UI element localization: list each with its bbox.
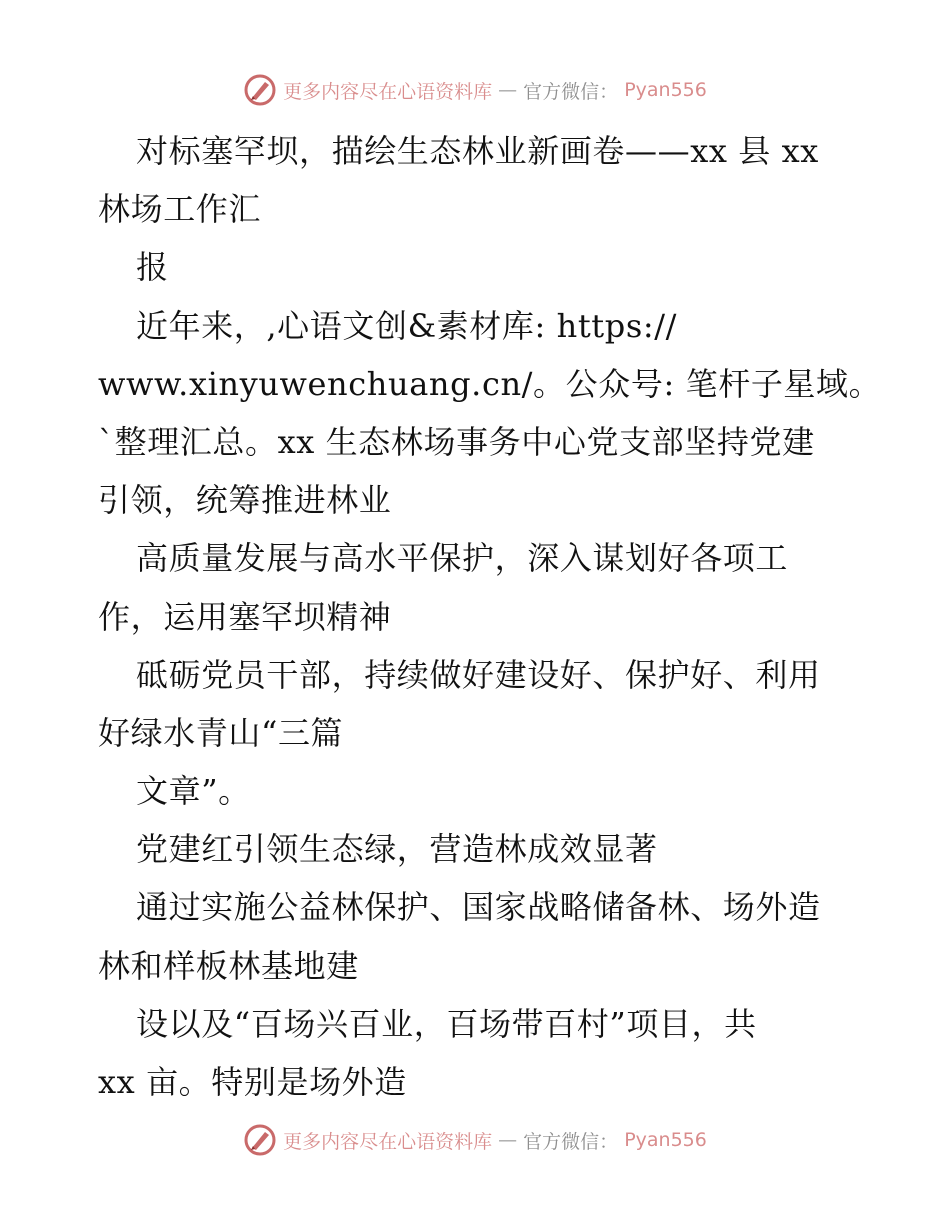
watermark-official-label: 官方微信： [523,1130,619,1153]
header-watermark [0,70,950,110]
watermark-wechat-id: Pyan556 [624,79,707,101]
paragraph-line: `整理汇总。xx 生态林场事务中心党支部坚持党建 [98,422,815,461]
quill-pen-seal-icon [243,73,277,107]
document-title-line: 林场工作汇 [98,190,262,229]
paragraph-line: 作，运用塞罕坝精神 [98,597,392,636]
document-title-line: 报 [136,248,169,287]
paragraph-line: 砥砺党员干部，持续做好建设好、保护好、利用 [136,655,821,694]
watermark-official-label: 官方微信： [523,80,619,103]
document-body [98,122,882,1111]
quill-pen-seal-icon [243,1123,277,1157]
paragraph-line: 近年来，,心语文创&素材库: https:// [136,306,677,345]
paragraph-line: 林和样板林基地建 [98,946,359,985]
watermark-main-text: 更多内容尽在心语资料库 [283,80,493,103]
watermark-dash: — [498,1129,518,1151]
paragraph-line: 通过实施公益林保护、国家战略储备林、场外造 [136,888,821,927]
watermark-main-text: 更多内容尽在心语资料库 [283,1130,493,1153]
watermark-wechat-id: Pyan556 [624,1129,707,1151]
paragraph-line: 高质量发展与高水平保护，深入谋划好各项工 [136,539,789,578]
paragraph-line: 引领，统筹推进林业 [98,481,392,520]
footer-watermark [0,1120,950,1160]
watermark-dash: — [498,79,518,101]
paragraph-line: 设以及“百场兴百业，百场带百村”项目，共 [136,1004,757,1043]
paragraph-line: xx 亩。特别是场外造 [98,1063,407,1101]
paragraph-line: 好绿水青山“三篇 [98,713,344,752]
paragraph-line: 文章”。 [136,772,251,811]
paragraph-line: www.xinyuwenchuang.cn/。公众号: 笔杆子星域。 [98,364,882,403]
document-title-line: 对标塞罕坝，描绘生态林业新画卷——xx 县 xx [136,132,819,170]
section-heading: 党建红引领生态绿，营造林成效显著 [136,830,658,869]
